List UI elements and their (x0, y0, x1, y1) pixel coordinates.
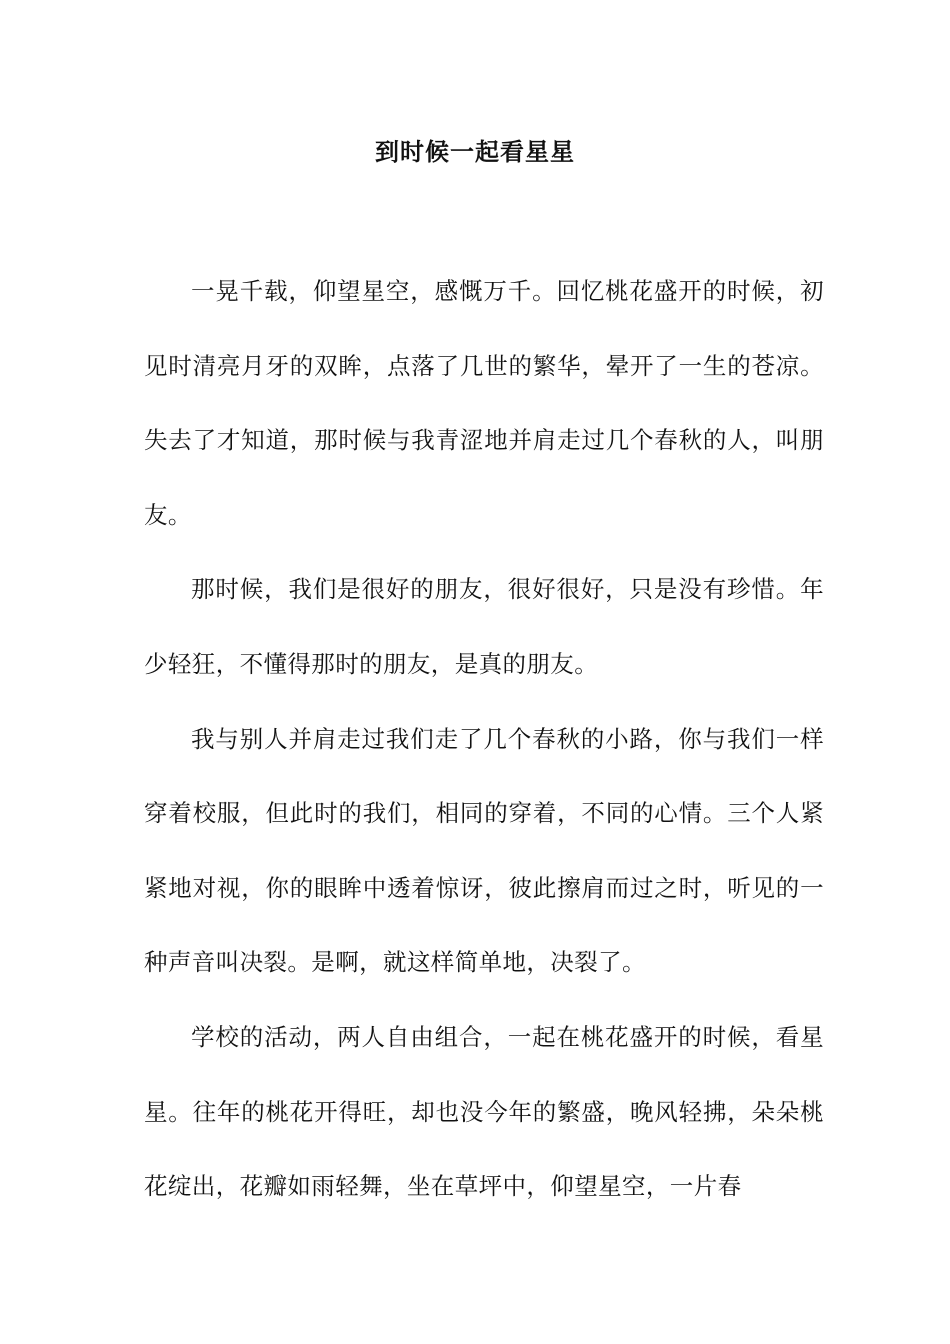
paragraph-3: 我与别人并肩走过我们走了几个春秋的小路，你与我们一样穿着校服，但此时的我们，相同的穿着，不同的心情。三个人紧紧地对视，你的眼眸中透着惊讶，彼此擦肩而过之时，听见的一种声音叫决裂。是啊，就这样简单地，决裂了。 (144, 724, 824, 977)
paragraph-1: 一晃千载，仰望星空，感慨万千。回忆桃花盛开的时候，初见时清亮月牙的双眸，点落了几世的繁华，晕开了一生的苍凉。失去了才知道，那时候与我青涩地并肩走过几个春秋的人，叫朋友。 (144, 277, 824, 529)
document-body (144, 254, 824, 1224)
paragraph-4: 学校的活动，两人自由组合，一起在桃花盛开的时候，看星星。往年的桃花开得旺，却也没今年的繁盛，晚风轻拂，朵朵桃花绽出，花瓣如雨轻舞，坐在草坪中，仰望星空，一片春 (144, 1022, 824, 1201)
paragraph-2: 那时候，我们是很好的朋友，很好很好，只是没有珍惜。年少轻狂，不懂得那时的朋友，是真的朋友。 (144, 575, 824, 678)
document-title: 到时候一起看星星 (375, 137, 575, 166)
